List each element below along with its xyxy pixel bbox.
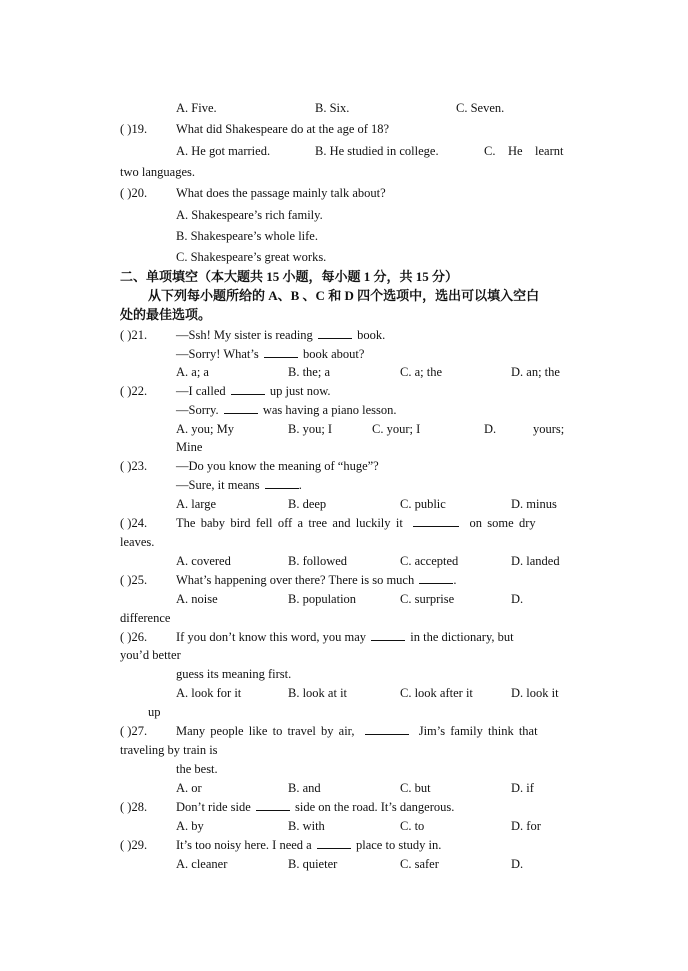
- q20-option-a: A. Shakespeare’s rich family.: [176, 208, 323, 222]
- blank: [318, 327, 352, 339]
- section2-instruction-cont: 处的最佳选项。: [120, 307, 212, 322]
- q29-option-b: B. quieter: [288, 857, 338, 871]
- q21-line2: —Sorry! What’s book about?: [176, 347, 365, 361]
- q29-option-c: C. safer: [400, 857, 439, 871]
- q23-line1: —Do you know the meaning of “huge”?: [176, 459, 379, 473]
- q19-option-c-cont: two languages.: [120, 165, 195, 179]
- q28-option-b: B. with: [288, 819, 325, 833]
- q22-option-d-text: yours;: [533, 422, 565, 436]
- q23-option-a: A. large: [176, 497, 217, 511]
- q26-option-c: C. look after it: [400, 686, 473, 700]
- q27-option-d: D. if: [511, 781, 534, 795]
- blank: [413, 515, 459, 527]
- q21-option-d: D. an; the: [511, 365, 560, 379]
- blank: [365, 723, 409, 735]
- q23-option-c: C. public: [400, 497, 446, 511]
- blank: [256, 799, 290, 811]
- q26-stem: If you don’t know this word, you may in the dictionary, but: [176, 630, 514, 644]
- q22-option-b: B. you; I: [288, 422, 333, 436]
- q26-option-b: B. look at it: [288, 686, 348, 700]
- q23-option-d: D. minus: [511, 497, 557, 511]
- q26-option-d-cont: up: [148, 705, 161, 719]
- q29-stem: It’s too noisy here. I need a place to study in.: [176, 838, 442, 852]
- q25-option-d-cont: difference: [120, 611, 171, 625]
- q22-option-d: D.: [484, 422, 497, 436]
- q28-answer-paren: ( )28.: [120, 800, 148, 814]
- q25-option-d: D.: [511, 592, 524, 606]
- blank: [231, 383, 265, 395]
- q23-option-b: B. deep: [288, 497, 327, 511]
- q24-stem-cont: leaves.: [120, 535, 155, 549]
- q24-option-c: C. accepted: [400, 554, 459, 568]
- q22-option-d-cont: Mine: [176, 440, 203, 454]
- q19-option-c: C. He learnt: [484, 144, 564, 158]
- q19-stem: What did Shakespeare do at the age of 18?: [176, 122, 390, 136]
- q22-line1: —I called up just now.: [176, 384, 331, 398]
- q24-option-b: B. followed: [288, 554, 348, 568]
- blank: [224, 402, 258, 414]
- q29-option-a: A. cleaner: [176, 857, 228, 871]
- q27-answer-paren: ( )27.: [120, 724, 148, 738]
- q24-option-d: D. landed: [511, 554, 560, 568]
- q29-option-d: D.: [511, 857, 524, 871]
- q25-option-b: B. population: [288, 592, 357, 606]
- q21-line1: —Ssh! My sister is reading book.: [176, 328, 386, 342]
- q26-option-d: D. look it: [511, 686, 559, 700]
- q25-stem: What’s happening over there? There is so much .: [176, 573, 457, 587]
- q23-line2: —Sure, it means .: [176, 478, 302, 492]
- q26-option-a: A. look for it: [176, 686, 242, 700]
- q26-stem-cont2: guess its meaning first.: [176, 667, 292, 681]
- blank: [264, 346, 298, 358]
- q20-answer-paren: ( )20.: [120, 186, 148, 200]
- q20-option-b: B. Shakespeare’s whole life.: [176, 229, 318, 243]
- q25-answer-paren: ( )25.: [120, 573, 148, 587]
- q22-option-a: A. you; My: [176, 422, 234, 436]
- q20-option-c: C. Shakespeare’s great works.: [176, 250, 327, 264]
- q27-option-b: B. and: [288, 781, 321, 795]
- q24-answer-paren: ( )24.: [120, 516, 148, 530]
- q22-answer-paren: ( )22.: [120, 384, 148, 398]
- q28-option-c: C. to: [400, 819, 425, 833]
- blank: [317, 837, 351, 849]
- q25-option-a: A. noise: [176, 592, 218, 606]
- q19-option-a: A. He got married.: [176, 144, 271, 158]
- q25-option-c: C. surprise: [400, 592, 455, 606]
- q21-answer-paren: ( )21.: [120, 328, 148, 342]
- q19-answer-paren: ( )19.: [120, 122, 148, 136]
- q27-option-a: A. or: [176, 781, 202, 795]
- q28-option-d: D. for: [511, 819, 541, 833]
- q21-option-a: A. a; a: [176, 365, 209, 379]
- blank: [419, 572, 453, 584]
- q28-stem: Don’t ride side side on the road. It’s dangerous.: [176, 800, 455, 814]
- q27-stem-cont: traveling by train is: [120, 743, 218, 757]
- q24-option-a: A. covered: [176, 554, 231, 568]
- q23-answer-paren: ( )23.: [120, 459, 148, 473]
- q19-option-b: B. He studied in college.: [315, 144, 439, 158]
- q18-option-b: B. Six.: [315, 101, 350, 115]
- section2-instruction: 从下列每小题所给的 A、B 、C 和 D 四个选项中，选出可以填入空白: [148, 288, 540, 303]
- blank: [371, 629, 405, 641]
- q27-stem-cont2: the best.: [176, 762, 218, 776]
- q29-answer-paren: ( )29.: [120, 838, 148, 852]
- q26-answer-paren: ( )26.: [120, 630, 148, 644]
- q21-option-c: C. a; the: [400, 365, 443, 379]
- q28-option-a: A. by: [176, 819, 204, 833]
- q22-option-c: C. your; I: [372, 422, 421, 436]
- section2-title: 二、单项填空（本大题共 15 小题，每小题 1 分，共 15 分）: [120, 269, 459, 284]
- q24-stem: The baby bird fell off a tree and luckily it on some dry: [176, 516, 536, 530]
- q27-option-c: C. but: [400, 781, 431, 795]
- q21-option-b: B. the; a: [288, 365, 331, 379]
- q22-line2: —Sorry. was having a piano lesson.: [176, 403, 397, 417]
- q18-option-c: C. Seven.: [456, 101, 505, 115]
- q20-stem: What does the passage mainly talk about?: [176, 186, 386, 200]
- q18-option-a: A. Five.: [176, 101, 217, 115]
- q27-stem: Many people like to travel by air, Jim’s family think that: [176, 724, 538, 738]
- q26-stem-cont: you’d better: [120, 648, 181, 662]
- blank: [265, 477, 299, 489]
